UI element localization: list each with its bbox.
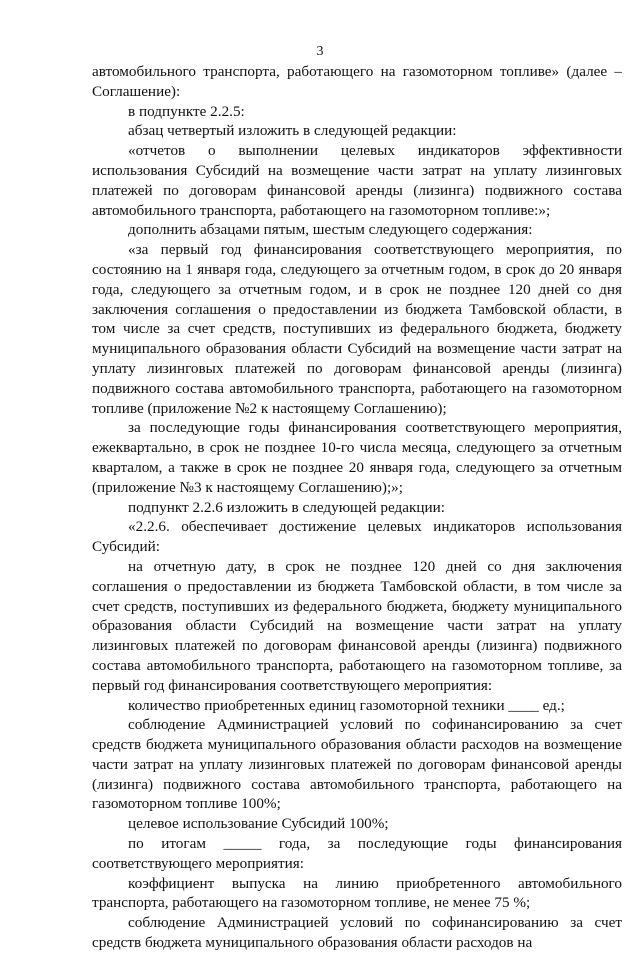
paragraph-first-year: «за первый год финансирования соответствующего мероприятия, по состоянию на 1 января года, следующего за отчетным годом, в срок до 20 января года, следующего за отчетным годом, и в срок не позднее 120 дней со дня заключения соглашения о предоставлении из бюджета Тамбовской области, в том числе за счет средств, поступивших из федерального бюджета, бюджету муниципального образования области Субсидий на возмещение части затрат на уплату лизинговых платежей по договорам финансовой аренды (лизинга) подвижного состава автомобильного транспорта, работающего на газомоторном топливе (приложение №2 к настоящему Соглашению); <box>92 241 622 417</box>
page-number: 3 <box>316 44 324 59</box>
paragraph-reports-quote: «отчетов о выполнении целевых индикаторов эффективности использования Субсидий на возмещение части затрат на уплату лизинговых платежей по договорам финансовой аренды (лизинга) подвижного состава автомобильного транспорта, работающего на газомоторном топливе:»; <box>92 142 622 219</box>
paragraph-units-count: количество приобретенных единиц газомоторной техники ____ ед.; <box>128 696 565 714</box>
paragraph-by-results: по итогам _____ года, за последующие годы финансирования соответствующего мероприятия: <box>92 835 622 872</box>
paragraph-amend-fourth: абзац четвертый изложить в следующей редакции: <box>128 122 457 140</box>
paragraph-226-text: «2.2.6. обеспечивает достижение целевых индикаторов использования Субсидий: <box>92 518 622 556</box>
paragraph-add-fifth-sixth: дополнить абзацами пятым, шестым следующего содержания: <box>128 221 533 239</box>
paragraph-cofinancing: соблюдение Администрацией условий по софинансированию за счет средств бюджета муниципального образования области расходов на возмещение части затрат на уплату лизинговых платежей по договорам финансовой аренды (лизинга) подвижного состава автомобильного транспорта, работающего на газомоторном топливе 100%; <box>92 716 622 813</box>
paragraph-subpoint-226: подпункт 2.2.6 изложить в следующей редакции: <box>128 498 445 516</box>
paragraph-continuation: автомобильного транспорта, работающего на газомоторном топливе» (далее – Соглашение): <box>92 63 622 100</box>
paragraph-next-years: за последующие годы финансирования соответствующего мероприятия, ежеквартально, в срок не позднее 10-го числа месяца, следующего за отчетным кварталом, а также в срок не позднее 20 января года, следующего за отчетным (приложение №3 к настоящему Соглашению);»; <box>92 419 622 496</box>
paragraph-target-use: целевое использование Субсидий 100%; <box>128 815 389 833</box>
paragraph-reporting-date: на отчетную дату, в срок не позднее 120 дней со дня заключения соглашения о предоставлении из бюджета Тамбовской области, в том числе за счет средств, поступивших из федерального бюджета, бюджету муниципального образования области Субсидий на возмещение части затрат на уплату лизинговых платежей по договорам финансовой аренды (лизинга) подвижного состава автомобильного транспорта, работающего на газомоторном топливе, за первый год финансирования соответствующего мероприятия: <box>92 557 622 694</box>
document-body <box>92 62 622 953</box>
paragraph-release-coefficient: коэффициент выпуска на линию приобретенного автомобильного транспорта, работающего на газомоторном топливе, не менее 75 %; <box>92 874 622 912</box>
paragraph-cofinancing-cont: соблюдение Администрацией условий по софинансированию за счет средств бюджета муниципального образования области расходов на <box>92 914 622 952</box>
paragraph-subpoint-225: в подпункте 2.2.5: <box>128 102 245 120</box>
